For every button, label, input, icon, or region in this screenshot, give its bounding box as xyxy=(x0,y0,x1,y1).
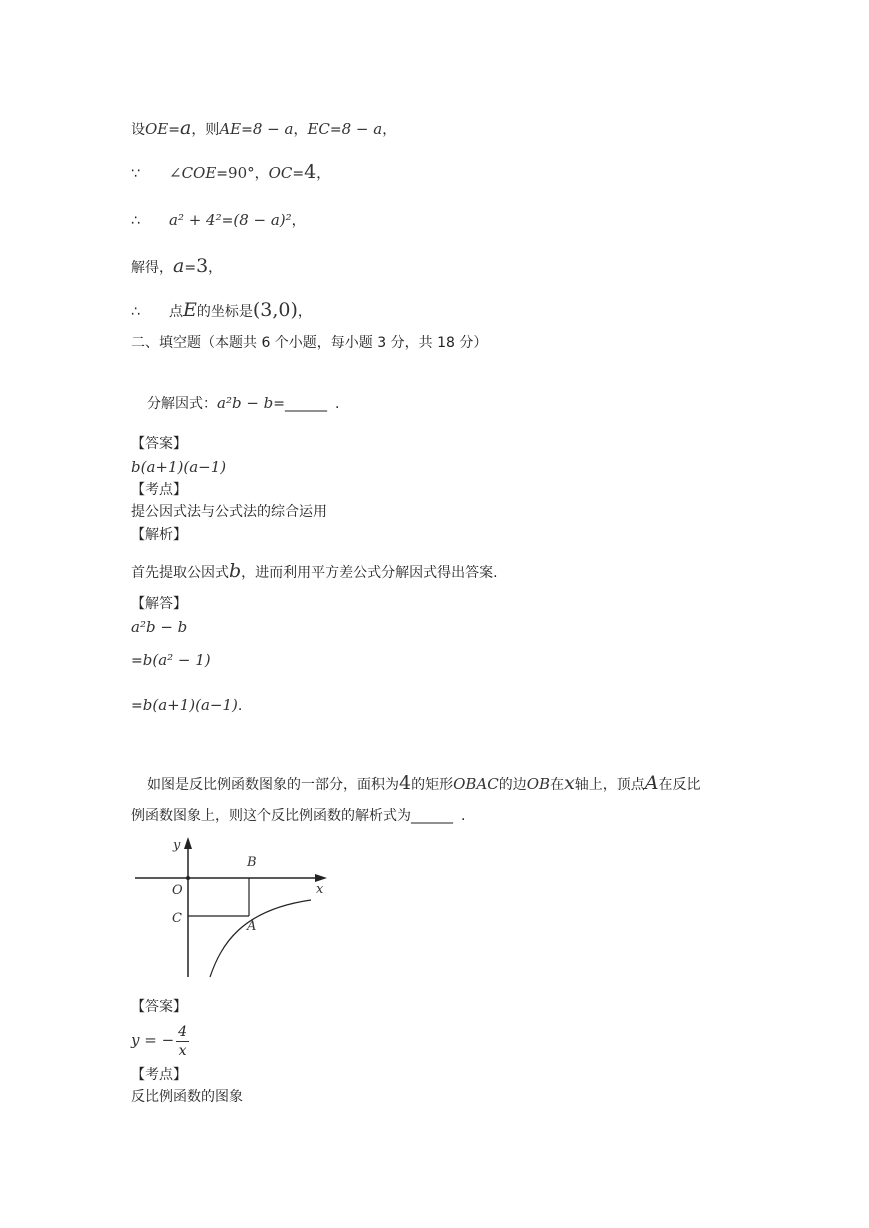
question-2-stem-line-1 xyxy=(147,773,701,795)
y-axis-arrow xyxy=(184,837,192,849)
math: a²b − b xyxy=(131,618,188,636)
math: AE xyxy=(219,120,242,138)
solution-line-2 xyxy=(131,162,330,184)
text: 轴上，顶点 xyxy=(574,777,645,793)
math: a²b − b xyxy=(217,394,274,412)
equals: = xyxy=(131,653,143,669)
text: 例函数图象上，则这个反比例函数的解析式为 xyxy=(131,808,411,824)
solution-line-1 xyxy=(131,118,396,140)
text: 在反比 xyxy=(658,777,701,793)
solution-line-5 xyxy=(131,300,312,322)
text: 分解因式： xyxy=(147,396,217,412)
origin-point xyxy=(186,876,190,880)
q1-kaodian: 提公因式法与公式法的综合运用 xyxy=(131,504,327,520)
label-y: y xyxy=(173,838,181,853)
text: ， xyxy=(208,260,223,276)
label-c: C xyxy=(172,911,182,926)
math: 3 xyxy=(196,255,209,277)
q1-kaodian-heading: 【考点】 xyxy=(131,482,187,498)
solution-line-3 xyxy=(131,210,306,231)
math: 90° xyxy=(228,164,255,182)
section-title: 二、填空题（本题共 6 个小题，每小题 3 分，共 18 分） xyxy=(131,335,488,351)
math: OE xyxy=(145,120,169,138)
q1-answer-heading: 【答案】 xyxy=(131,436,187,452)
text: 的矩形 xyxy=(411,777,454,793)
equals: = xyxy=(273,396,285,412)
math: ∠COE xyxy=(169,164,217,182)
text: ， xyxy=(254,166,269,182)
q1-answer xyxy=(131,457,226,478)
equals: = xyxy=(184,260,197,276)
text: ， xyxy=(293,122,308,138)
text: 点 xyxy=(169,304,183,320)
math: a xyxy=(173,255,185,277)
math: 8 − a xyxy=(252,120,294,138)
text: 首先提取公因式 xyxy=(131,565,229,581)
question-2-stem-line-2 xyxy=(131,806,465,826)
text: . xyxy=(461,808,466,824)
equals: = xyxy=(329,122,342,138)
text: ， xyxy=(297,304,312,320)
math: (8 − a)² xyxy=(233,211,292,229)
q1-step-1 xyxy=(131,617,187,638)
math: b(a+1)(a−1) xyxy=(131,458,227,476)
text: ， xyxy=(382,122,397,138)
text: 的坐标是 xyxy=(196,304,253,320)
math: A xyxy=(644,772,659,794)
text: ，进而利用平方差公式分解因式得出答案. xyxy=(241,565,498,581)
math: a² + 4² xyxy=(169,211,222,229)
text: 的边 xyxy=(498,777,527,793)
denominator: x xyxy=(178,1042,187,1059)
equals: = xyxy=(221,213,234,229)
equals: = xyxy=(216,166,229,182)
math: y = − xyxy=(131,1031,175,1049)
numerator: 4 xyxy=(178,1023,188,1040)
q1-step-3 xyxy=(131,695,242,716)
answer-blank: ______ xyxy=(285,396,327,412)
label-o: O xyxy=(172,883,183,898)
equals: = xyxy=(241,122,253,138)
math: OC xyxy=(268,164,293,182)
math: b(a² − 1) xyxy=(142,651,211,669)
text: ，则 xyxy=(191,122,220,138)
answer-blank: ______ xyxy=(411,808,453,824)
math: OB xyxy=(526,775,551,793)
label-b: B xyxy=(247,855,257,870)
inverse-function-figure xyxy=(131,835,341,985)
q1-step-2 xyxy=(131,650,211,671)
solution-line-4 xyxy=(131,256,222,278)
q1-jiexi xyxy=(131,561,498,583)
math: b(a+1)(a−1) xyxy=(142,696,238,714)
text: 设 xyxy=(131,122,145,138)
math: E xyxy=(183,299,197,321)
text: 如图是反比例函数图象的一部分，面积为 xyxy=(147,777,399,793)
text: ， xyxy=(316,166,331,182)
q2-answer-heading: 【答案】 xyxy=(131,999,187,1015)
q2-kaodian-heading: 【考点】 xyxy=(131,1067,187,1083)
text: . xyxy=(237,698,243,714)
math: a xyxy=(179,117,192,139)
math: 4 xyxy=(399,772,412,794)
math: b xyxy=(229,560,242,582)
math: x xyxy=(564,772,575,794)
fraction xyxy=(176,1023,189,1060)
q1-jieda-heading: 【解答】 xyxy=(131,596,187,612)
math: OBAC xyxy=(453,775,499,793)
equals: = xyxy=(168,122,180,138)
text: 在 xyxy=(550,777,565,793)
text: ， xyxy=(291,213,306,229)
equals: = xyxy=(292,166,305,182)
hyperbola-branch xyxy=(210,900,311,977)
text: 解得， xyxy=(131,260,173,276)
math: 8 − a xyxy=(341,120,383,138)
math: (3,0) xyxy=(252,299,298,321)
q2-kaodian: 反比例函数的图象 xyxy=(131,1089,243,1105)
math: EC xyxy=(307,120,330,138)
q1-jiexi-heading: 【解析】 xyxy=(131,527,187,543)
therefore-symbol: ∴ xyxy=(131,213,140,229)
because-symbol: ∵ xyxy=(131,166,140,182)
label-x: x xyxy=(316,882,324,897)
q2-answer xyxy=(131,1022,189,1060)
question-1-stem xyxy=(147,393,339,414)
label-a: A xyxy=(247,919,257,934)
therefore-symbol: ∴ xyxy=(131,304,140,320)
text: . xyxy=(335,396,340,412)
equals: = xyxy=(131,698,143,714)
x-axis-arrow xyxy=(315,874,327,882)
math: 4 xyxy=(304,161,317,183)
